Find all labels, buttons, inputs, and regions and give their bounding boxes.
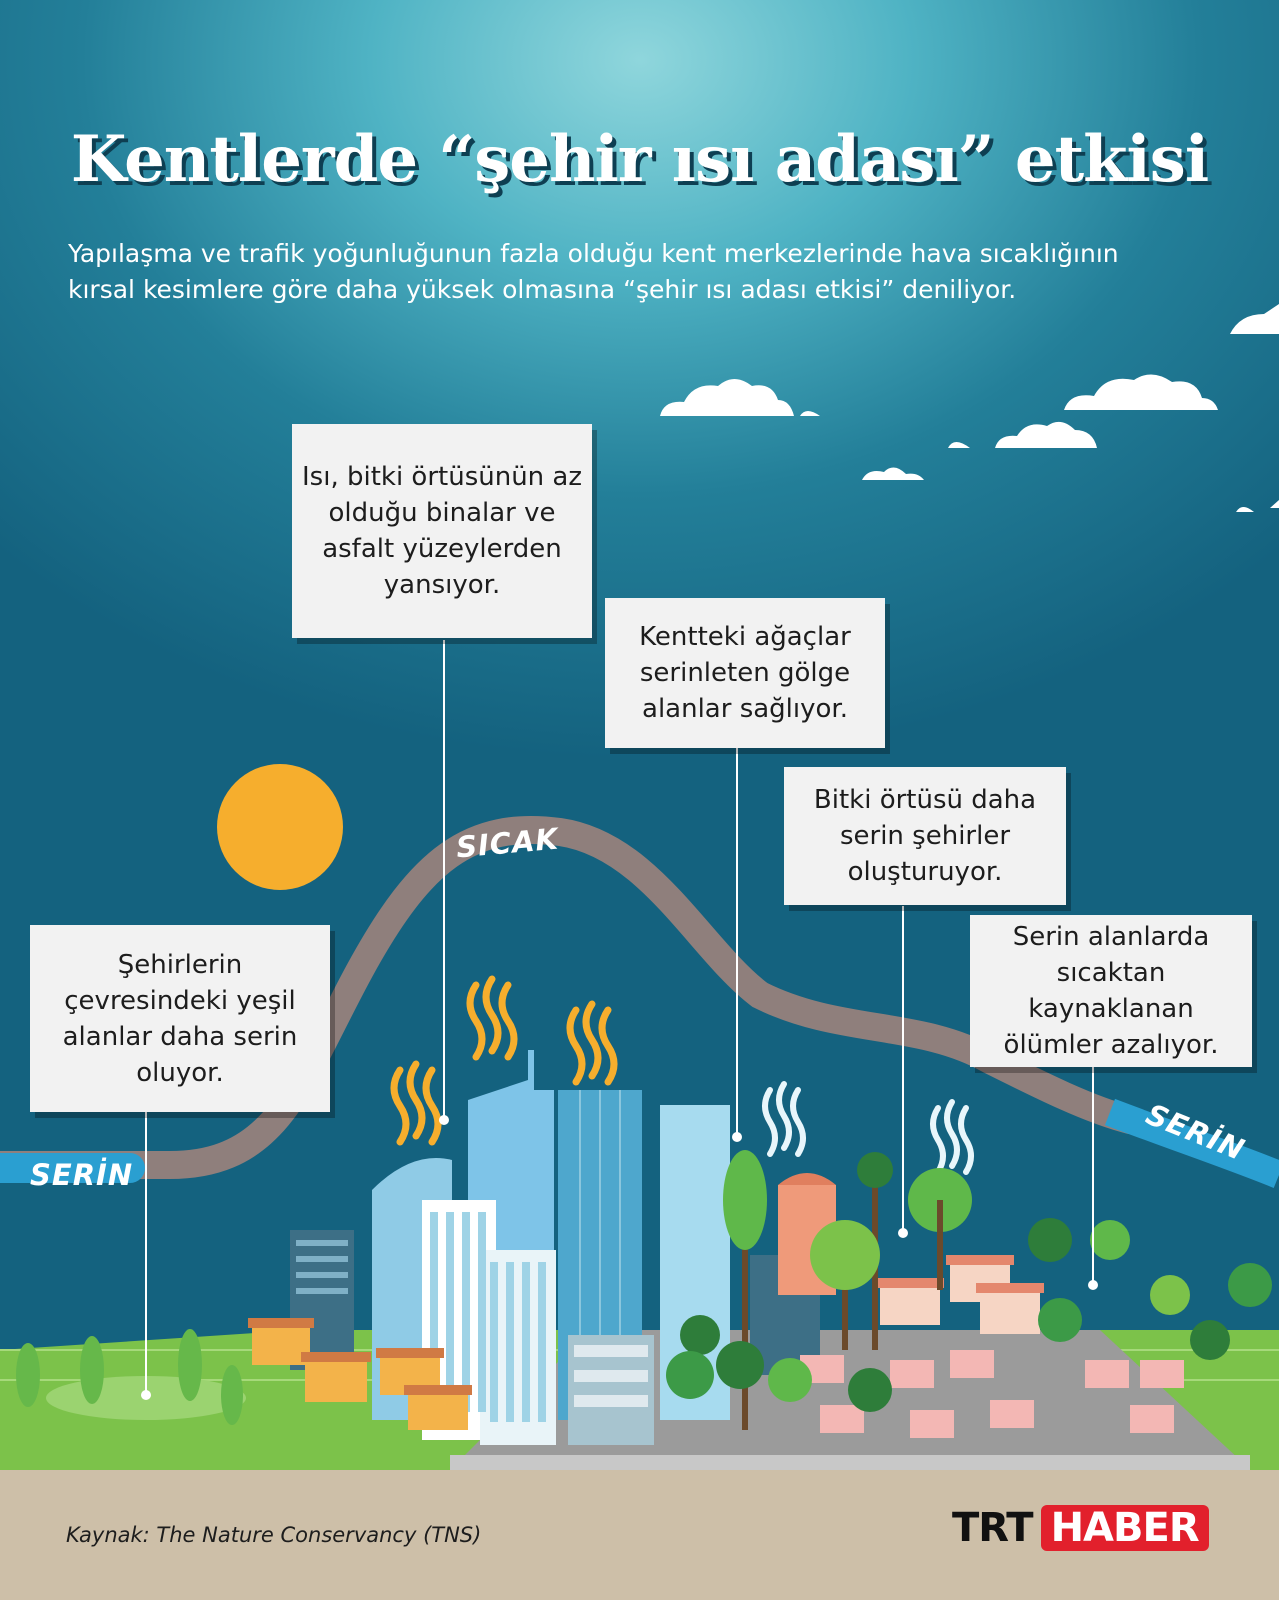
cool-label-left: SERİN bbox=[30, 1158, 134, 1192]
callout-tree-shade: Kentteki ağaçlar serinleten gölge alanlar sağlıyor. bbox=[605, 598, 885, 748]
callout-green-areas: Şehirlerin çevresindeki yeşil alanlar daha serin oluyor. bbox=[30, 925, 330, 1112]
trt-haber-logo bbox=[952, 1505, 1209, 1551]
cloud-icon bbox=[1064, 374, 1218, 410]
source-name: The Nature Conservancy (TNS) bbox=[156, 1523, 482, 1547]
source-prefix: Kaynak: bbox=[66, 1523, 150, 1547]
cloud-icon bbox=[1230, 304, 1279, 512]
callout-reflection: Isı, bitki örtüsünün az olduğu binalar ve asfalt yüzeylerden yansıyor. bbox=[292, 424, 592, 638]
intro-text: Yapılaşma ve trafik yoğunluğunun fazla olduğu kent merkezlerinde hava sıcaklığının kırsal kesimlere göre daha yüksek olmasına “şehir ısı adası etkisi” deniliyor. bbox=[68, 239, 1119, 304]
cloud-icon bbox=[948, 422, 1097, 448]
page-title: Kentlerde “şehir ısı adası” etkisi bbox=[70, 122, 1209, 197]
callout-vegetation: Bitki örtüsü daha serin şehirler oluşturuyor. bbox=[784, 767, 1066, 905]
cloud-icon bbox=[862, 467, 924, 480]
cool-label-right: SERİN bbox=[1141, 1096, 1250, 1168]
logo-trt: TRT bbox=[952, 1505, 1033, 1551]
logo-haber: HABER bbox=[1041, 1505, 1209, 1551]
sun-icon bbox=[217, 764, 343, 890]
source-note bbox=[66, 1523, 481, 1547]
cloud-icon bbox=[660, 379, 820, 416]
callout-fewer-deaths: Serin alanlarda sıcaktan kaynaklanan ölümler azalıyor. bbox=[970, 915, 1252, 1067]
hot-label: SICAK bbox=[454, 821, 561, 865]
